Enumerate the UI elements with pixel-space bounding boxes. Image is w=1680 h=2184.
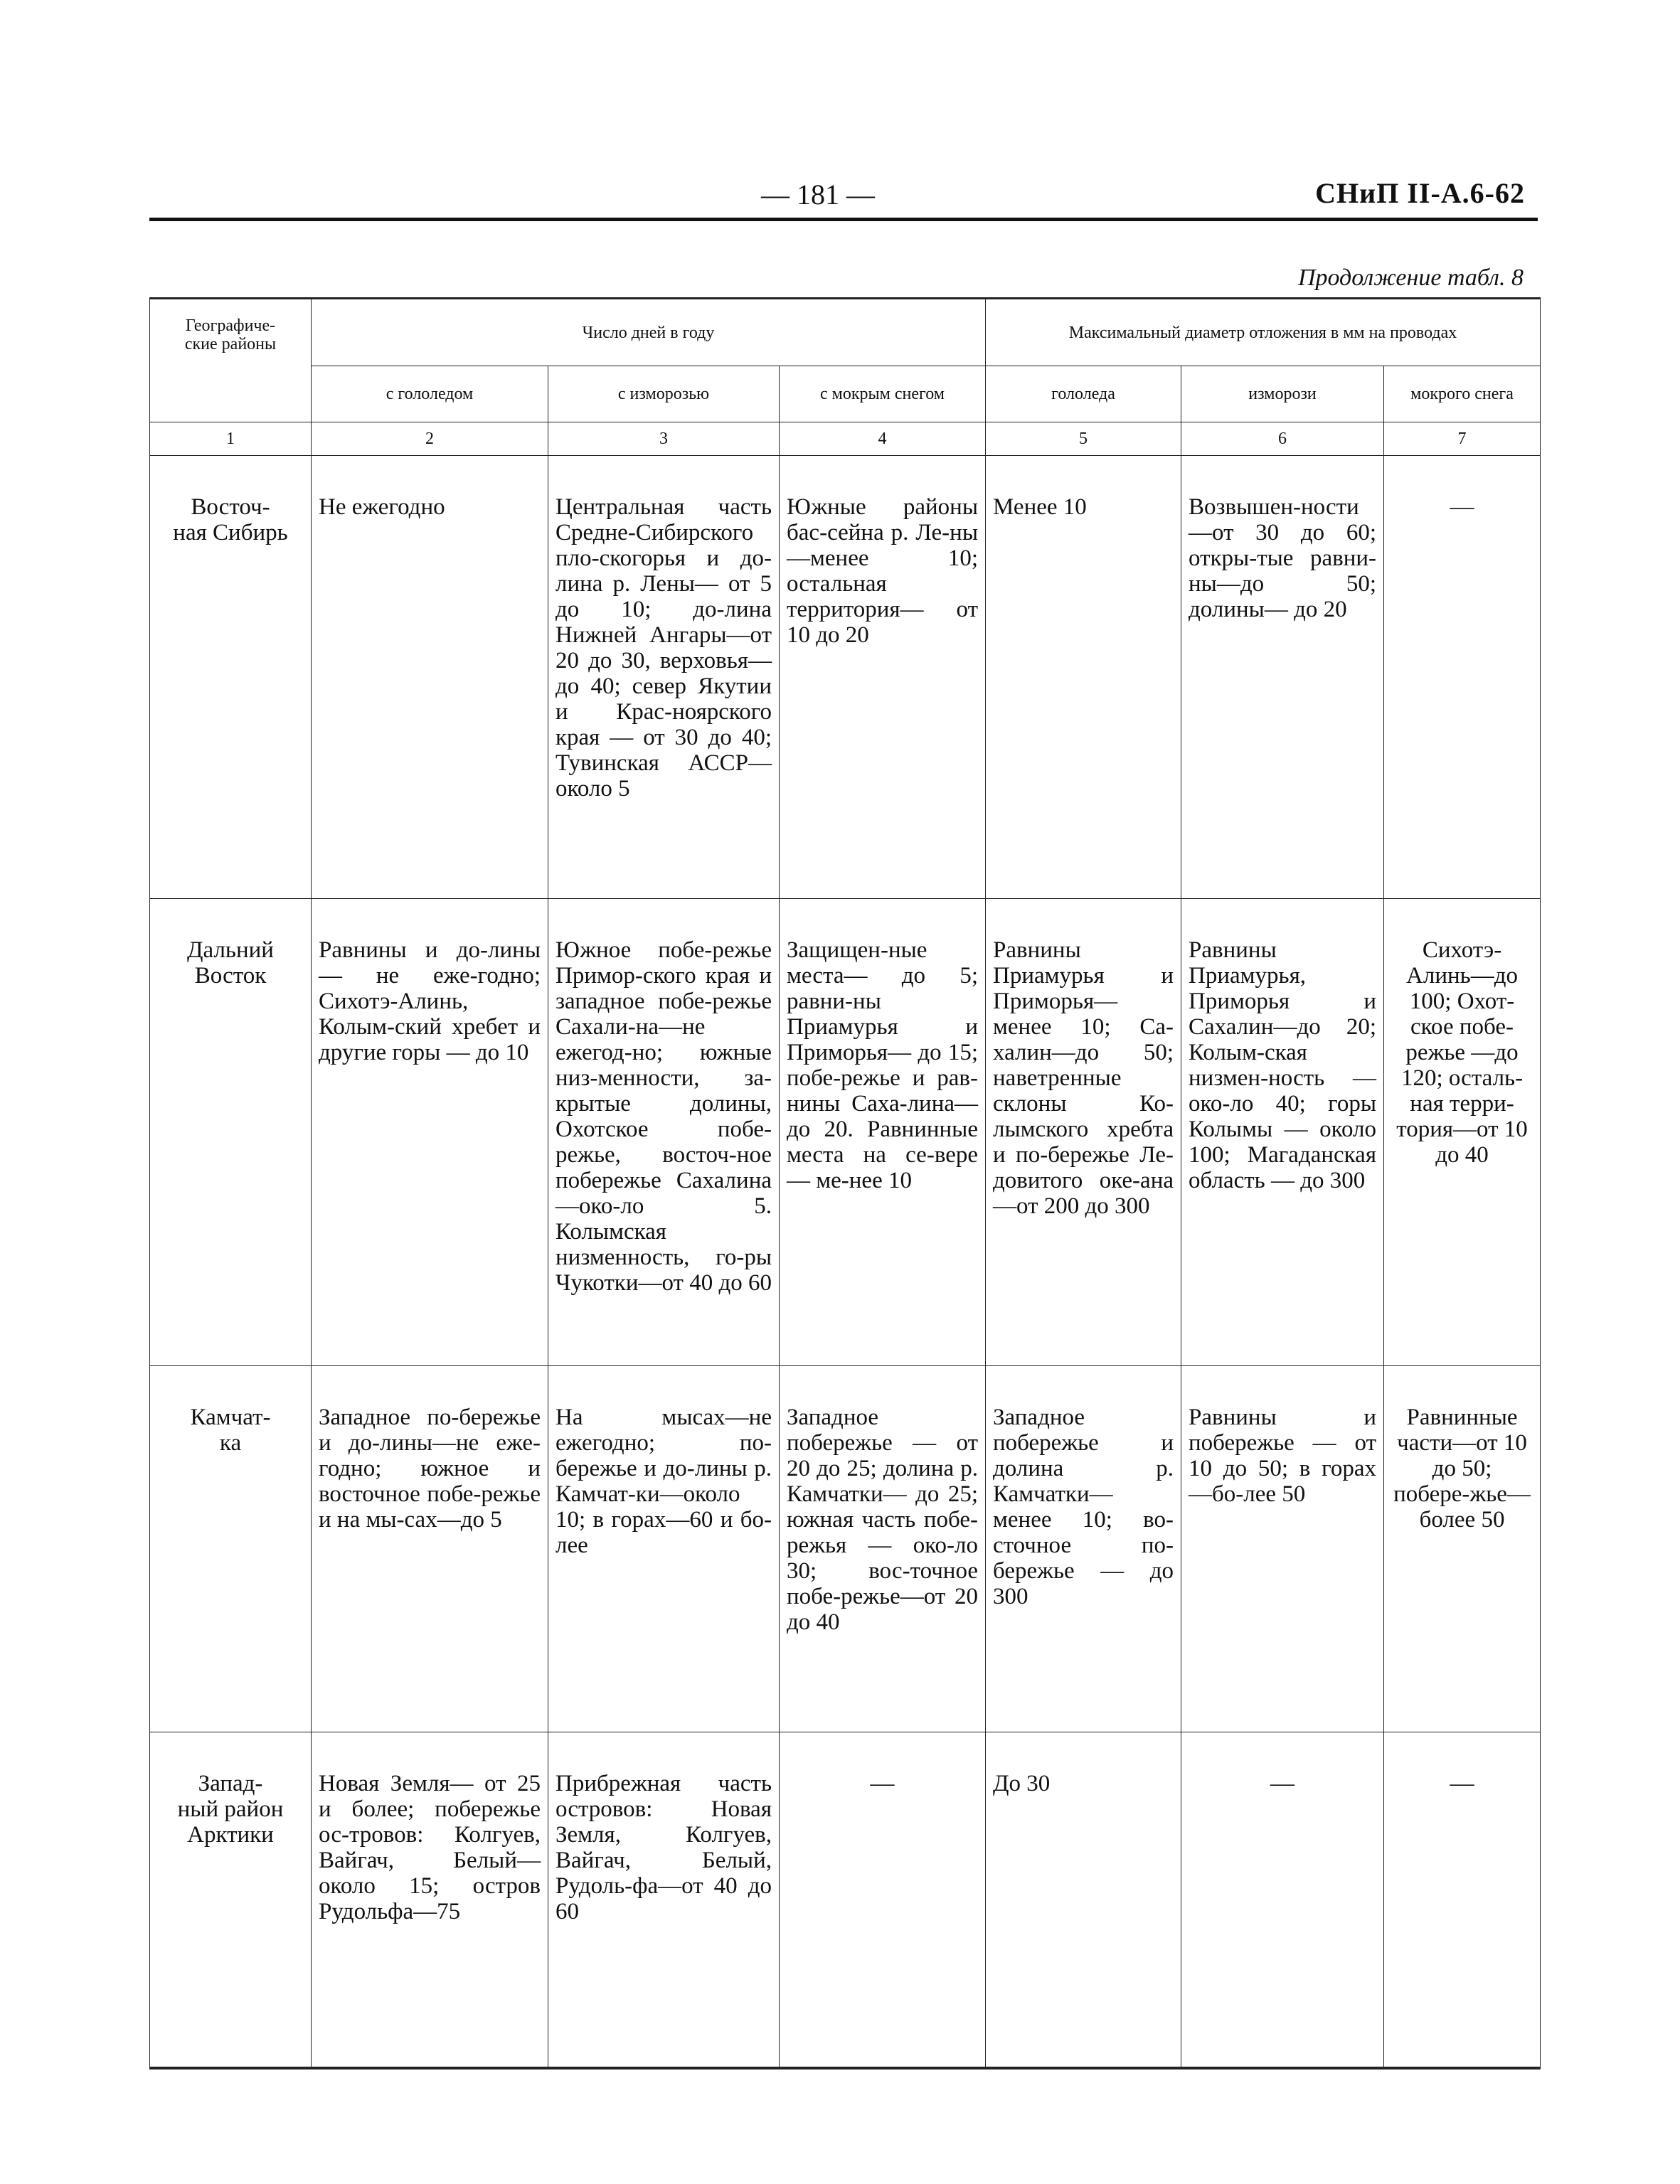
document-code: СНиП II-А.6-62	[1315, 177, 1525, 209]
column-number: 4	[780, 422, 986, 456]
rime-diameter-cell: Равнины Приамурья, Приморья и Сахалин—до 20; Колым-ская низмен-ность — око-ло 40; горы Колымы — около 100; Магаданская область — до 300	[1181, 899, 1384, 1366]
region-cell: Запад- ный район Арктики	[150, 1732, 312, 2069]
header-geo-regions: Географиче- ские районы	[150, 299, 312, 422]
column-number: 3	[548, 422, 780, 456]
table-row	[150, 899, 1541, 1366]
wet-snow-diameter-cell: Равнинные части—от 10 до 50; побере-жье—более 50	[1384, 1366, 1541, 1732]
table-caption: Продолжение табл. 8	[1297, 265, 1524, 291]
subheader-wet-snow-diameter: мокрого снега	[1384, 366, 1541, 422]
table-row	[150, 1366, 1541, 1732]
header-rule	[149, 218, 1538, 221]
rime-days-cell: На мысах—не ежегодно; по-бережье и до-лины р. Камчат-ки—около 10; в горах—60 и бо-лее	[548, 1366, 780, 1732]
region-cell: Камчат- ка	[150, 1366, 312, 1732]
table-row	[150, 456, 1541, 899]
column-number: 6	[1181, 422, 1384, 456]
column-number: 1	[150, 422, 312, 456]
wet-snow-diameter-cell: —	[1384, 456, 1541, 899]
rime-days-cell: Южное побе-режье Примор-ского края и западное побе-режье Сахали-на—не ежегод-но; южные низ-менности, за-крытые долины, Охотское побе-режье, восточ-ное побережье Сахалина—око-ло 5. Колымская низменность, го-ры Чукотки—от 40 до 60	[548, 899, 780, 1366]
wet-snow-days-cell: —	[780, 1732, 986, 2069]
header-days-per-year: Число дней в году	[312, 299, 986, 366]
icing-table	[149, 297, 1541, 2070]
subheader-glaze-days: с гололедом	[312, 366, 548, 422]
region-cell: Восточ- ная Сибирь	[150, 456, 312, 899]
glaze-diameter-cell: Равнины Приамурья и Приморья— менее 10; Са-халин—до 50; наветренные склоны Ко-лымского хребта и по-бережье Ле-довитого оке-ана—от 200 до 300	[986, 899, 1181, 1366]
region-cell: Дальний Восток	[150, 899, 312, 1366]
glaze-diameter-cell: Менее 10	[986, 456, 1181, 899]
glaze-days-cell: Западное по-бережье и до-лины—не еже-годно; южное и восточное побе-режье и на мы-сах—до 5	[312, 1366, 548, 1732]
rime-diameter-cell: —	[1181, 1732, 1384, 2069]
page-number: — 181 —	[761, 179, 875, 211]
glaze-days-cell: Равнины и до-лины — не еже-годно; Сихотэ-Алинь, Колым-ский хребет и другие горы — до 10	[312, 899, 548, 1366]
wet-snow-days-cell: Южные районы бас-сейна р. Ле-ны—менее 10; остальная территория— от 10 до 20	[780, 456, 986, 899]
wet-snow-diameter-cell: —	[1384, 1732, 1541, 2069]
subheader-wet-snow-days: с мокрым снегом	[780, 366, 986, 422]
subheader-glaze-diameter: гололеда	[986, 366, 1181, 422]
wet-snow-diameter-cell: Сихотэ-Алинь—до 100; Охот-ское побе-режье —до 120; осталь-ная терри-тория—от 10 до 40	[1384, 899, 1541, 1366]
data-table-container	[149, 297, 1540, 2070]
subheader-rime-diameter: изморози	[1181, 366, 1384, 422]
glaze-days-cell: Не ежегодно	[312, 456, 548, 899]
glaze-diameter-cell: До 30	[986, 1732, 1181, 2069]
glaze-days-cell: Новая Земля— от 25 и более; побережье ос-тровов: Колгуев, Вайгач, Белый— около 15; остров Рудольфа—75	[312, 1732, 548, 2069]
column-number: 2	[312, 422, 548, 456]
rime-diameter-cell: Равнины и побережье — от 10 до 50; в горах—бо-лее 50	[1181, 1366, 1384, 1732]
rime-days-cell: Прибрежная часть островов: Новая Земля, Колгуев, Вайгач, Белый, Рудоль-фа—от 40 до 60	[548, 1732, 780, 2069]
rime-days-cell: Центральная часть Средне-Сибирского пло-скогорья и до-лина р. Лены— от 5 до 10; до-лина Нижней Ангары—от 20 до 30, верховья— до 40; север Якутии и Крас-ноярского края — от 30 до 40; Тувинская АССР—около 5	[548, 456, 780, 899]
column-number: 7	[1384, 422, 1541, 456]
wet-snow-days-cell: Защищен-ные места— до 5; равни-ны Приамурья и Приморья— до 15; побе-режье и рав-нины Саха-лина—до 20. Равнинные места на се-вере — ме-нее 10	[780, 899, 986, 1366]
column-number: 5	[986, 422, 1181, 456]
subheader-rime-days: с изморозью	[548, 366, 780, 422]
table-row	[150, 1732, 1541, 2069]
header-max-diameter: Максимальный диаметр отложения в мм на проводах	[986, 299, 1541, 366]
rime-diameter-cell: Возвышен-ности—от 30 до 60; откры-тые равни-ны—до 50; долины— до 20	[1181, 456, 1384, 899]
glaze-diameter-cell: Западное побережье и долина р. Камчатки— менее 10; во-сточное по-бережье — до 300	[986, 1366, 1181, 1732]
wet-snow-days-cell: Западное побережье — от 20 до 25; долина р. Камчатки— до 25; южная часть побе-режья — око-ло 30; вос-точное побе-режье—от 20 до 40	[780, 1366, 986, 1732]
